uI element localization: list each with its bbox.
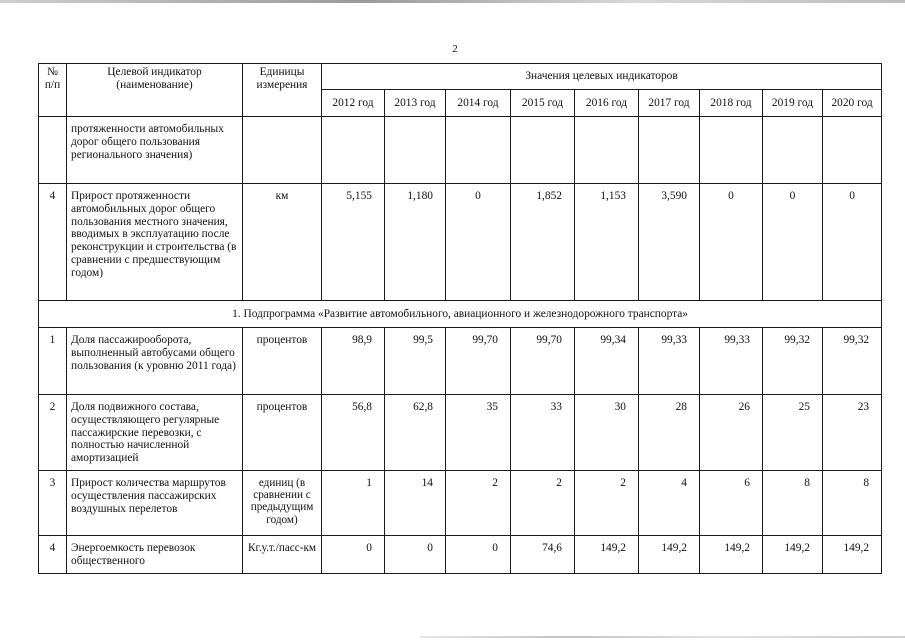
row-unit bbox=[243, 117, 322, 184]
row-value: 149,2 bbox=[700, 536, 763, 574]
header-year: 2015 год bbox=[511, 90, 575, 117]
row-value: 1 bbox=[322, 471, 385, 536]
row-value: 99,32 bbox=[823, 328, 882, 395]
row-value bbox=[446, 117, 511, 184]
row-value: 26 bbox=[700, 395, 763, 471]
row-value: 5,155 bbox=[322, 184, 385, 301]
row-value: 0 bbox=[322, 536, 385, 574]
row-num: 2 bbox=[39, 395, 67, 471]
row-name: протяженности автомобильных дорог общего пользования регионального значения) bbox=[67, 117, 243, 184]
row-value bbox=[575, 117, 639, 184]
row-name: Прирост количества маршрутов осуществления пассажирских воздушных перелетов bbox=[67, 471, 243, 536]
header-name: Целевой индикатор (наименование) bbox=[67, 64, 243, 117]
row-value bbox=[700, 117, 763, 184]
row-num: 3 bbox=[39, 471, 67, 536]
header-year: 2014 год bbox=[446, 90, 511, 117]
table-row bbox=[39, 117, 882, 184]
header-year: 2017 год bbox=[639, 90, 700, 117]
row-unit: Кг.у.т./пасс-км bbox=[243, 536, 322, 574]
row-unit: единиц (в сравнении с предыдущим годом) bbox=[243, 471, 322, 536]
row-value: 0 bbox=[446, 184, 511, 301]
subprogram-row bbox=[39, 301, 882, 328]
row-value: 33 bbox=[511, 395, 575, 471]
row-value: 0 bbox=[446, 536, 511, 574]
header-year: 2012 год bbox=[322, 90, 385, 117]
table-row bbox=[39, 471, 882, 536]
row-num: 4 bbox=[39, 184, 67, 301]
subprogram-title: 1. Подпрограмма «Развитие автомобильного, авиационного и железнодорожного транспорта» bbox=[39, 301, 882, 328]
row-value: 2 bbox=[575, 471, 639, 536]
header-values: Значения целевых индикаторов bbox=[322, 64, 882, 90]
row-name: Доля пассажирооборота, выполненный автобусами общего пользования (к уровню 2011 года) bbox=[67, 328, 243, 395]
table-row bbox=[39, 328, 882, 395]
row-value: 74,6 bbox=[511, 536, 575, 574]
row-value bbox=[511, 117, 575, 184]
row-num: 4 bbox=[39, 536, 67, 574]
row-name: Энергоемкость перевозок общественного bbox=[67, 536, 243, 574]
row-value: 149,2 bbox=[823, 536, 882, 574]
row-num bbox=[39, 117, 67, 184]
row-value: 30 bbox=[575, 395, 639, 471]
row-value: 62,8 bbox=[385, 395, 446, 471]
header-num: № п/п bbox=[39, 64, 67, 117]
row-value: 25 bbox=[763, 395, 823, 471]
row-value: 1,180 bbox=[385, 184, 446, 301]
row-value: 99,33 bbox=[639, 328, 700, 395]
page-number: 2 bbox=[452, 43, 458, 55]
row-value: 98,9 bbox=[322, 328, 385, 395]
scan-edge-bottom bbox=[420, 636, 905, 638]
row-unit: процентов bbox=[243, 328, 322, 395]
row-unit: процентов bbox=[243, 395, 322, 471]
row-num: 1 bbox=[39, 328, 67, 395]
row-value bbox=[322, 117, 385, 184]
header-year: 2013 год bbox=[385, 90, 446, 117]
row-value: 8 bbox=[823, 471, 882, 536]
row-value: 99,70 bbox=[446, 328, 511, 395]
row-unit: км bbox=[243, 184, 322, 301]
row-value: 149,2 bbox=[639, 536, 700, 574]
row-value: 0 bbox=[385, 536, 446, 574]
row-value: 1,852 bbox=[511, 184, 575, 301]
table-body bbox=[39, 64, 882, 574]
row-name: Прирост протяженности автомобильных дорог общего пользования местного значения, вводимых в эксплуатацию после реконструкции и строительства (в сравнении с предшествующим годом) bbox=[67, 184, 243, 301]
row-value: 149,2 bbox=[763, 536, 823, 574]
header-row-1 bbox=[39, 64, 882, 90]
row-value bbox=[385, 117, 446, 184]
row-value: 149,2 bbox=[575, 536, 639, 574]
row-value: 35 bbox=[446, 395, 511, 471]
row-value: 23 bbox=[823, 395, 882, 471]
row-value: 4 bbox=[639, 471, 700, 536]
row-value: 99,34 bbox=[575, 328, 639, 395]
row-value: 1,153 bbox=[575, 184, 639, 301]
row-value: 14 bbox=[385, 471, 446, 536]
row-value: 99,32 bbox=[763, 328, 823, 395]
table-row bbox=[39, 536, 882, 574]
row-value: 28 bbox=[639, 395, 700, 471]
row-value: 99,70 bbox=[511, 328, 575, 395]
header-unit: Единицы измерения bbox=[243, 64, 322, 117]
row-value bbox=[639, 117, 700, 184]
header-year: 2018 год bbox=[700, 90, 763, 117]
scan-edge-top bbox=[0, 0, 905, 3]
table-row bbox=[39, 395, 882, 471]
row-name: Доля подвижного состава, осуществляющего регулярные пассажирские перевозки, с полностью начисленной амортизацией bbox=[67, 395, 243, 471]
row-value: 0 bbox=[823, 184, 882, 301]
row-value: 0 bbox=[763, 184, 823, 301]
row-value bbox=[763, 117, 823, 184]
row-value: 2 bbox=[511, 471, 575, 536]
header-year: 2016 год bbox=[575, 90, 639, 117]
row-value: 8 bbox=[763, 471, 823, 536]
header-year: 2020 год bbox=[823, 90, 882, 117]
row-value bbox=[823, 117, 882, 184]
row-value: 0 bbox=[700, 184, 763, 301]
row-value: 99,33 bbox=[700, 328, 763, 395]
row-value: 56,8 bbox=[322, 395, 385, 471]
row-value: 6 bbox=[700, 471, 763, 536]
indicators-table bbox=[38, 63, 882, 574]
row-value: 2 bbox=[446, 471, 511, 536]
header-year: 2019 год bbox=[763, 90, 823, 117]
row-value: 3,590 bbox=[639, 184, 700, 301]
table-row bbox=[39, 184, 882, 301]
row-value: 99,5 bbox=[385, 328, 446, 395]
